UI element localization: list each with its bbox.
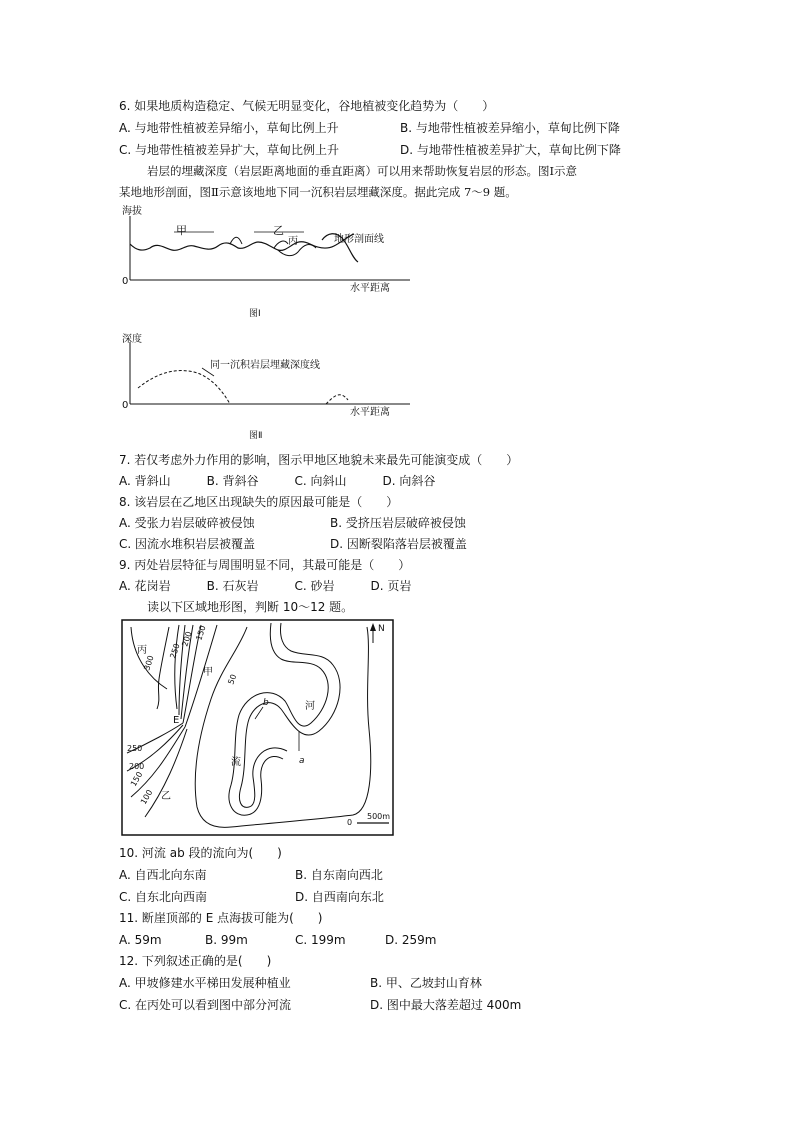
question-6-option-d: D. 与地带性植被差异扩大，草甸比例下降 — [400, 143, 621, 157]
map-point-e: E — [173, 715, 180, 726]
fig1-label-yi: 乙 — [273, 224, 284, 237]
fig1-wave-1 — [230, 237, 242, 244]
fig2-line-label: 同一沉积岩层埋藏深度线 — [210, 360, 320, 371]
fig1-wave-2 — [274, 241, 288, 248]
question-11-option-d: D. 259m — [385, 933, 437, 947]
question-11-option-b: B. 99m — [205, 933, 248, 947]
map-label-river-he: 河 — [305, 701, 315, 712]
question-10-option-b: B. 自东南向西北 — [295, 868, 383, 882]
map-label-yi: 乙 — [161, 791, 171, 802]
fig1-y-label: 海拔 — [122, 206, 142, 217]
fig2-x-label: 水平距离 — [350, 407, 390, 418]
map-north-label: N — [378, 624, 385, 634]
question-10-option-d: D. 自西南向东北 — [295, 890, 384, 904]
map-label-jia: 甲 — [203, 667, 213, 678]
map-label-bing: 丙 — [137, 645, 147, 656]
question-10-option-a: A. 自西北向东南 — [119, 868, 207, 882]
question-11-stem: 11. 断崖顶部的 E 点海拔可能为( ) — [119, 911, 323, 925]
figure-1-terrain-profile — [118, 204, 418, 324]
fig1-caption: 图Ⅰ — [249, 309, 261, 319]
question-8-option-c: C. 因流水堆积岩层被覆盖 — [119, 537, 256, 551]
map-contour-150-top: 150 — [194, 624, 208, 642]
question-6-option-b: B. 与地带性植被差异缩小，草甸比例下降 — [400, 121, 620, 135]
question-8-option-b: B. 受挤压岩层破碎被侵蚀 — [330, 516, 466, 530]
question-8-stem: 8. 该岩层在乙地区出现缺失的原因最可能是（ ） — [119, 495, 399, 509]
map-contour-250-top: 250 — [168, 642, 182, 660]
fig1-origin: 0 — [122, 276, 129, 287]
map-contour-150: 150 — [128, 770, 145, 788]
question-9-stem: 9. 丙处岩层特征与周围明显不同，其最可能是（ ） — [119, 558, 411, 572]
contour-map — [121, 619, 395, 837]
figure-2-burial-depth — [118, 332, 418, 444]
map-scale-zero: 0 — [347, 818, 353, 827]
map-contour-200: 200 — [129, 762, 145, 771]
fig2-depth-line-left — [138, 371, 230, 404]
question-8-option-d: D. 因断裂陷落岩层被覆盖 — [330, 537, 467, 551]
fig1-x-label: 水平距离 — [350, 283, 390, 294]
question-11-option-c: C. 199m — [295, 933, 346, 947]
fig2-origin: 0 — [122, 400, 129, 411]
fig1-line-label: 地形剖面线 — [334, 234, 384, 245]
question-10-stem: 10. 河流 ab 段的流向为( ) — [119, 846, 282, 860]
question-12-option-b: B. 甲、乙坡封山育林 — [370, 976, 482, 990]
map-contour-200-top: 200 — [180, 630, 194, 648]
question-6-option-c: C. 与地带性植被差异扩大，草甸比例上升 — [119, 143, 340, 157]
question-12-option-c: C. 在丙处可以看到图中部分河流 — [119, 998, 292, 1012]
intro-10-12: 读以下区域地形图，判断 10～12 题。 — [147, 600, 354, 614]
map-point-b: b — [263, 698, 269, 708]
question-6-stem: 6. 如果地质构造稳定、气候无明显变化，谷地植被变化趋势为（ ） — [119, 99, 495, 113]
question-12-stem: 12. 下列叙述正确的是( ) — [119, 954, 272, 968]
fig1-label-jia: 甲 — [176, 224, 187, 237]
question-10-option-c: C. 自东北向西南 — [119, 890, 208, 904]
question-9-options: A. 花岗岩 B. 石灰岩 C. 砂岩 D. 页岩 — [119, 579, 412, 593]
fig1-profile-line-jia — [130, 234, 354, 250]
question-12-option-d: D. 图中最大落差超过 400m — [370, 998, 522, 1012]
fig1-label-bing: 丙 — [288, 236, 298, 247]
question-7-options: A. 背斜山 B. 背斜谷 C. 向斜山 D. 向斜谷 — [119, 474, 436, 488]
map-contour-50: 50 — [226, 673, 239, 686]
map-frame — [122, 620, 393, 835]
map-point-a: a — [299, 756, 305, 766]
intro-7-9-line2: 某地地形剖面，图Ⅱ示意该地地下同一沉积岩层埋藏深度。据此完成 7～9 题。 — [119, 185, 517, 199]
fig2-y-label: 深度 — [122, 334, 142, 345]
fig2-depth-line-right — [326, 395, 348, 404]
intro-7-9-line1: 岩层的埋藏深度（岩层距离地面的垂直距离）可以用来帮助恢复岩层的形态。图Ⅰ示意 — [147, 164, 578, 178]
question-7-stem: 7. 若仅考虑外力作用的影响，图示甲地区地貌未来最先可能演变成（ ） — [119, 453, 519, 467]
question-11-option-a: A. 59m — [119, 933, 162, 947]
map-contour-300: 300 — [142, 654, 156, 672]
map-contour-100: 100 — [138, 788, 155, 806]
map-contour-250: 250 — [127, 744, 143, 753]
question-12-option-a: A. 甲坡修建水平梯田发展种植业 — [119, 976, 291, 990]
question-6-option-a: A. 与地带性植被差异缩小，草甸比例上升 — [119, 121, 339, 135]
question-8-option-a: A. 受张力岩层破碎被侵蚀 — [119, 516, 255, 530]
map-label-river-liu: 流 — [231, 757, 241, 768]
fig2-caption: 图Ⅱ — [249, 431, 263, 441]
map-scale-length: 500m — [367, 812, 391, 821]
